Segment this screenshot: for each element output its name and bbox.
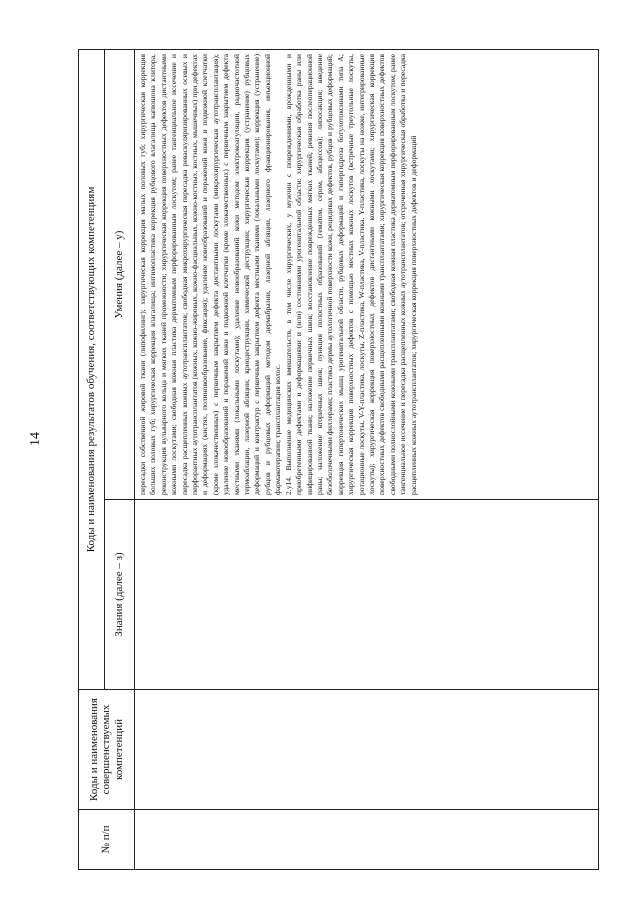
header-knowledge: Знания (далее – з) (105, 500, 135, 690)
cell-no (135, 810, 599, 870)
header-codes: Коды и наименования совершенствуемых компетенций (79, 690, 135, 810)
header-results: Коды и наименования результатов обучения, соответствующих компетенциям (79, 50, 105, 690)
header-skills: Умения (далее – у) (105, 50, 135, 500)
skills-paragraph-1: пересадки собственной жировой ткани (липофилинг); хирургическая коррекция малых половых губ; хирургическая коррекция больших половых губ; хирургическая коррекция влагалища; интимопластика коррекция рубцового влагалища капюшона клитора, реконструкция вульварного кольца и мягких тканей промежности; хирургическая коррекция поверхностных дефектов дистантными кожными лоскутами; свободная кожная пластика дерматомным перфорированным лоскутом; ранее тангенциальное иссечение и пересадка расщепленных кожных аутотрансплантатов; свободная микрохирургическая пересадка реваскуляризированных осевых и перфорантных аутотрансплантатов (кожных, кожно-жировых, кожно-фасциальных, кожно-костных, костных, мышечных) при дефектах и деформациях (кистях, полиновообразование, фиксация); удаление новообразований и поражений кожи и подкожной клетчатки (кроме злокачественных) с первичным закрытием дефекта дистантными лоскутами (микрохирургическая аутотрансплантация); удаление новообразований и поражений кожи и подкожной клетчатки (кроме злокачественных) с первичным закрытием дефекта местными тканями (локальными лоскутами); удаление новообразований кожи методом электрокоагуляции, радиочастотной термоаблации, лазерной абляции, криодеструкции, химической деструкции; хирургическая коррекция (устранение) рубцовых деформаций и контрактур с первичным закрытием дефекта местными тканями (локальными лоскутами); коррекция (устранение) рубцов и рубцовых деформаций методом дермабразии, лазерной абляции, лазерного фракционирования, инъекционной фармакотерапии; трансплантация волос. (138, 54, 283, 495)
header-no: № п/п (79, 810, 135, 870)
page-number: 14 (28, 432, 43, 446)
competency-table (78, 49, 599, 870)
cell-knowledge (135, 500, 599, 690)
rotated-page (78, 50, 599, 870)
skills-paragraph-2: 2.у14. Выполнение медицинских вмешательств, в том числе хирургических, у мужчин с повреждениями, врожденными и приобретенными дефектами и деформациями и (или) состояниями урогенитальной области: хирургическая обработка раны или инфицированной ткани; наложение первичных швов; восстановление поврежденных мягких тканей; ревизия послеоперационной раны; наложение вторичных швов; пункция полостных образований (гематом, сером, абсцессов); липосакция; введение безоболочечными филлерами; пластика дермы аутологичной поверхности кожи, рецидивах дефектов, рубцов и рубцовых деформаций; коррекция гипертонических мышц урогенитальной области, рубцовых деформаций и гипергидроза ботулотоксинами типа А; хирургическая коррекция поверхностных дефектов с помощью местных кожных лоскутов (встречные треугольные лоскуты, ротационные лоскуты, V-Y-пластика, лоскуты, Z-пластика, W-пластика, V-пластика, Y-пластика, лоскуты на ножке, интегрированные лоскуты); хирургическая коррекция поверхностных дефектов дистантными кожными лоскутами; хирургическая коррекция поверхностных дефектов свободными расщепленными кожными трансплантатами; хирургическая коррекция поверхностных дефектов свободными полнослойными кожными трансплантатами; свободная кожная пластика дерматомным перфорированным лоскутом; ранее тангенциальное иссечение и пересадка расщепленных кожных аутотрансплантатов; отсроченная хирургическая обработка и пересадка расщепленных кожных аутотрансплантатов; хирургическая коррекция поверхностных дефектов и деформаций (283, 54, 418, 495)
cell-codes (135, 690, 599, 810)
cell-skills (135, 50, 599, 500)
